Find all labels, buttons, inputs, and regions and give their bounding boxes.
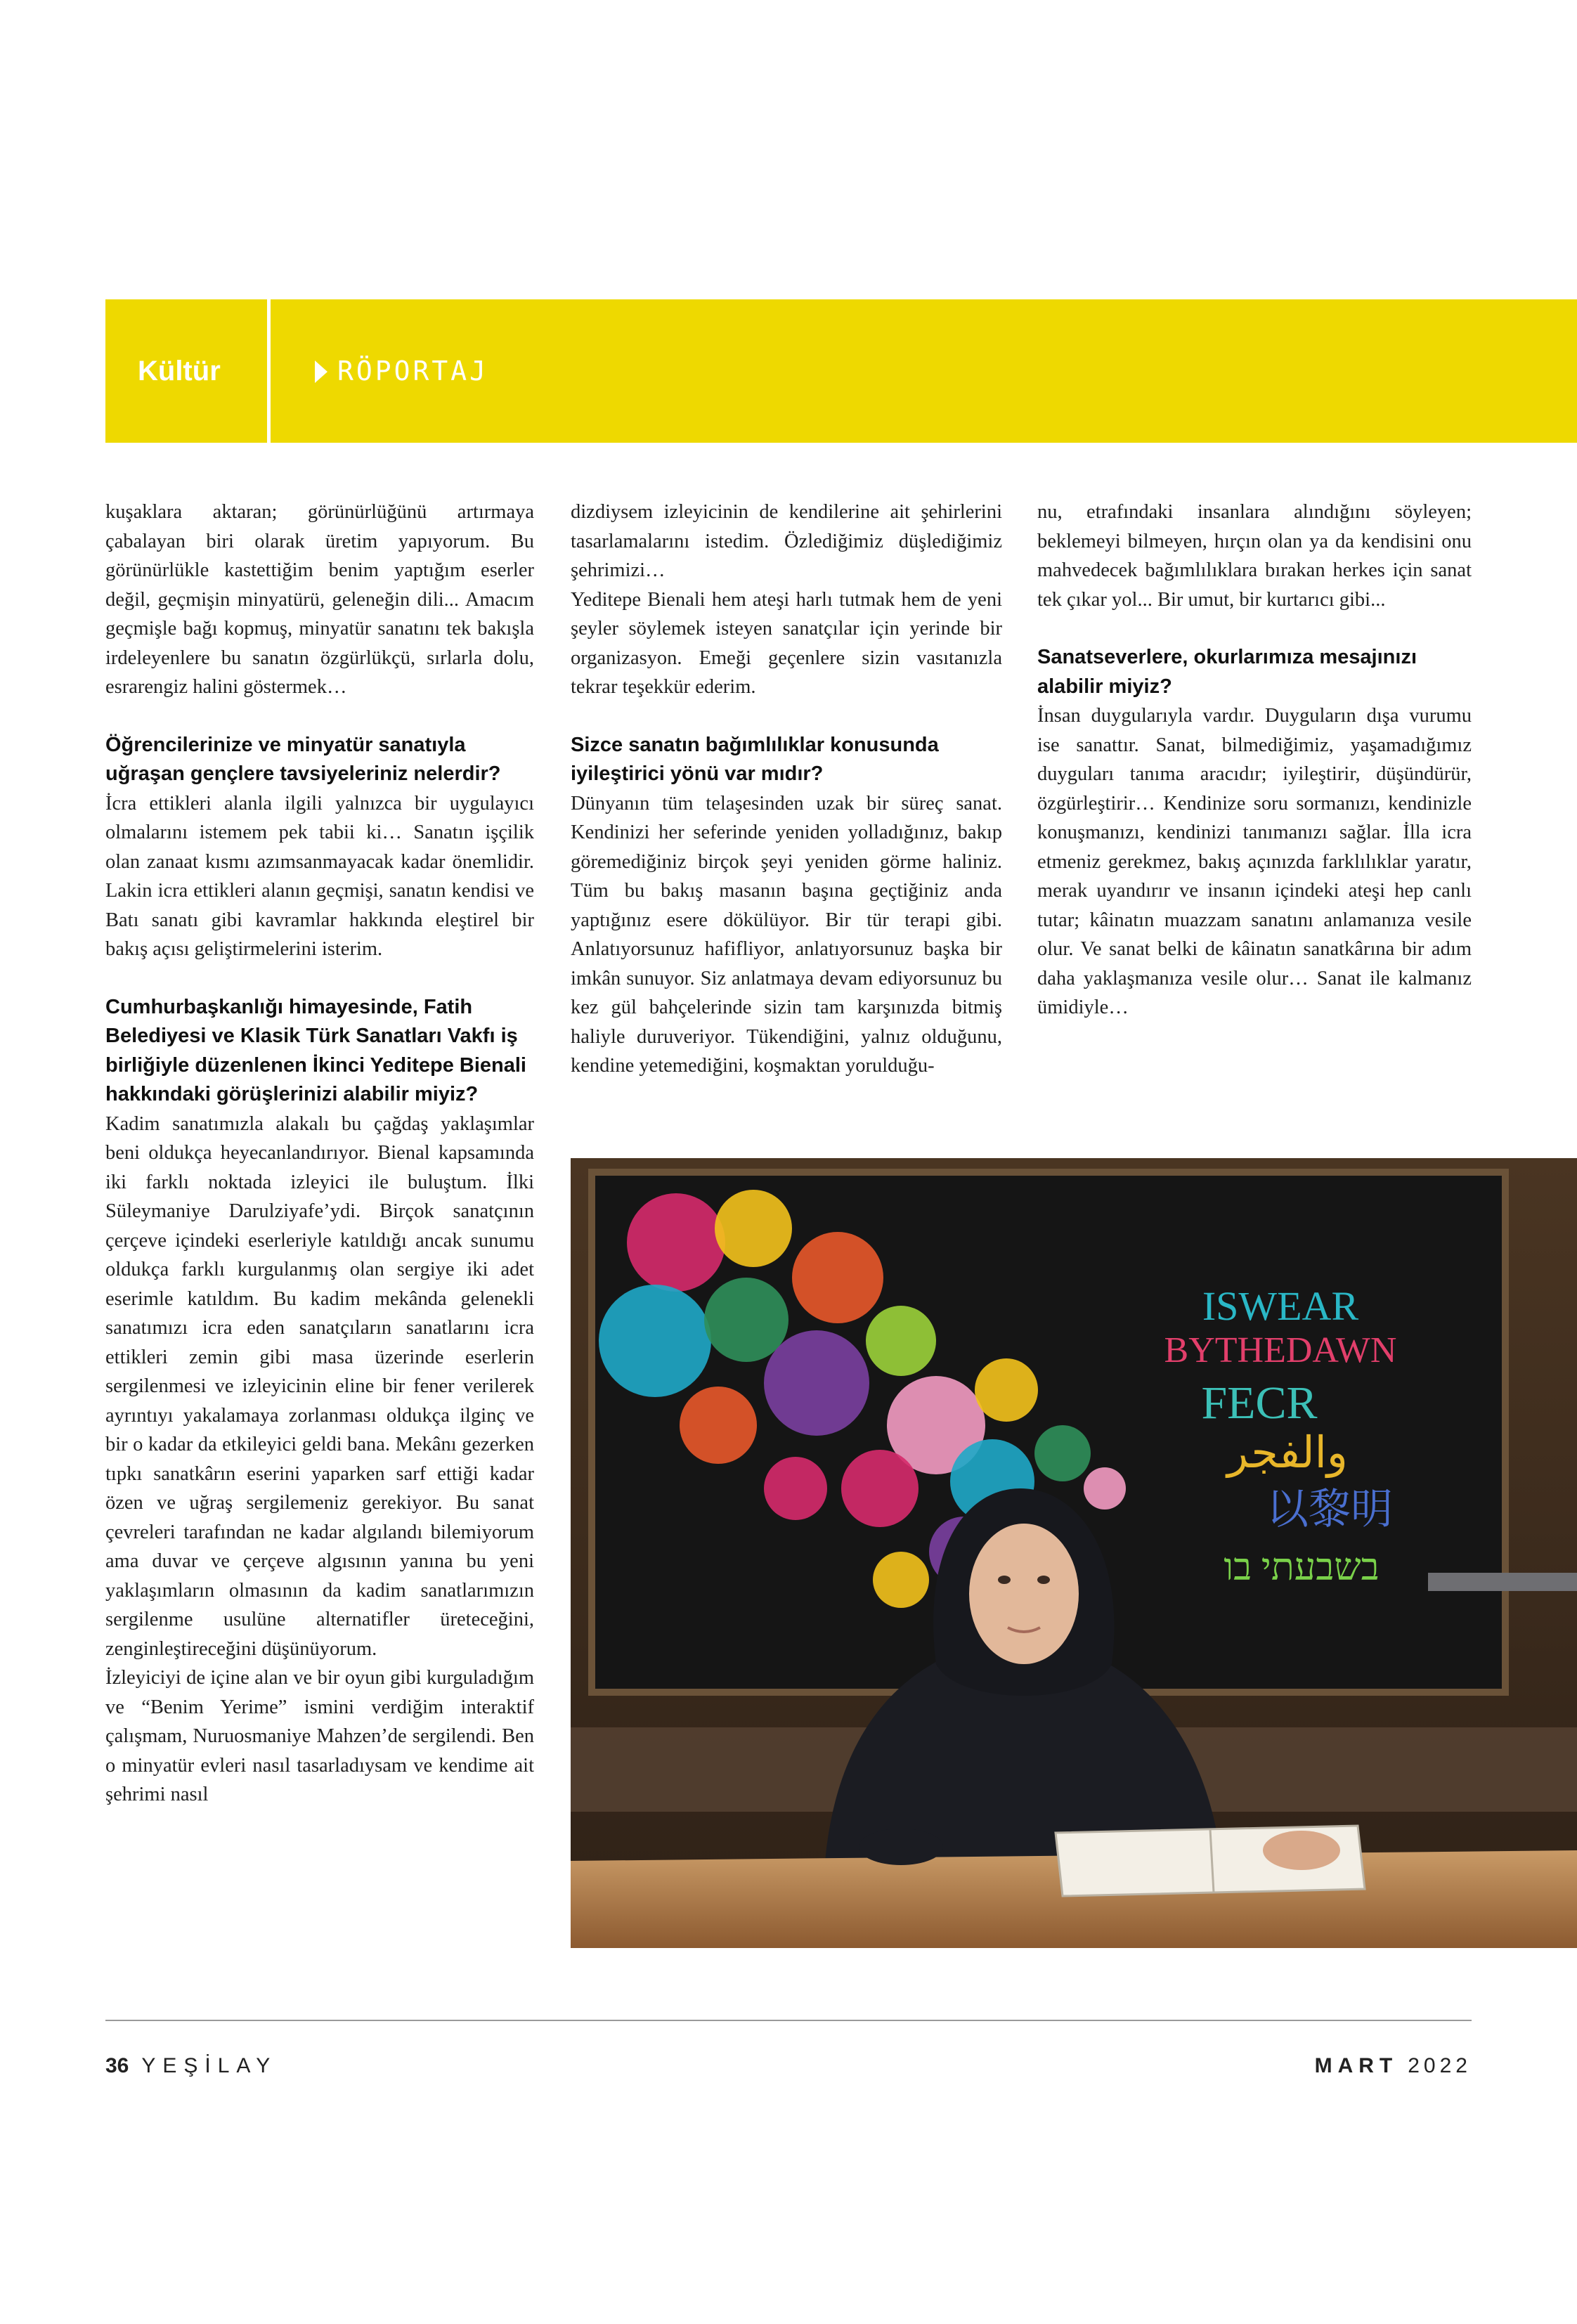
issue-year: 2022 xyxy=(1408,2054,1472,2077)
footer-left xyxy=(105,2052,277,2080)
hand xyxy=(1263,1831,1340,1870)
mural-circle xyxy=(975,1358,1038,1422)
face xyxy=(969,1524,1079,1664)
question-heading: Öğrencilerinize ve minyatür sanatıyla uğraşan gençlere tavsiyeleriniz nelerdir? xyxy=(105,733,501,785)
magazine-name: YEŞİLAY xyxy=(141,2054,278,2077)
section-title: Kültür xyxy=(138,356,221,387)
mural-line-1: ISWEAR xyxy=(1202,1283,1359,1329)
mural-line-5: 以黎明 xyxy=(1266,1486,1393,1533)
paragraph: dizdiysem izleyicinin de kendilerine ait şehirlerini tasarlamalarını istedim. Özlediğimiz düşlediğimiz şehrimizi… xyxy=(571,501,1002,581)
mural-circle xyxy=(764,1330,869,1436)
mural-circle xyxy=(1034,1425,1091,1481)
lamp xyxy=(1428,1573,1577,1591)
question-heading: Cumhurbaşkanlığı himayesinde, Fatih Belediyesi ve Klasik Türk Sanatları Vakfı iş birliğiyle düzenlenen İkinci Yeditepe Bienali hakkındaki görüşlerinizi alabilir miyiz? xyxy=(105,995,526,1105)
answer-paragraph: İnsan duygularıyla vardır. Duyguların dışa vurumu ise sanattır. Sanat, bilmediğimiz, yaşamadığımız duyguları tanıma aracıdır; iyileştirir, düşündürür, özgürleştirir… Kendinize soru sormanızı, kendinizle konuşmanızı, kendinizi tanımanızı sağlar. İlla icra etmeniz gerekmez, bakış açınızda farklılıklar yaratır, merak uyandırır ve insanın içindeki ateşi hep canlı tutar; kâinatın muazzam sanatını anlamanıza vesile olur. Ve sanat belki de kâinatın sanatkârına bir adım daha yaklaşmanıza vesile olur… Sanat ile kalmanız ümidiyle… xyxy=(1037,705,1472,1018)
mural-circle xyxy=(1084,1467,1126,1510)
mural-circle xyxy=(680,1387,757,1464)
mural-line-2: BYTHEDAWN xyxy=(1164,1330,1397,1370)
answer-paragraph: Kadim sanatımızla alakalı bu çağdaş yaklaşımlar beni oldukça heyecanlandırıyor. Bienal kapsamında iki farklı noktada izleyici ile buluştum. İlki Süleymaniye Darulziyafe’ydi. Birçok sanatçının çerçeve içindeki eserleriyle katıldığı ancak sunumu oldukça farklı kurgulanmış olan sergiye iki adet eserimle katıldım. Bu kadim mekânda gelenekli sanatımızı icra eden sanatçıların sanatlarını icra ettikleri zemin gibi masa üzerinde eserlerin sergilenmesi ve izleyicinin eline bir fener verilerek ayrıntıyı yakalamaya zorlanması oldukça ilginç ve bir o kadar da etkileyici geldi bana. Mekânı gezerken tıpkı sanatkârın eserini yaparken sarf ettiği kadar özen ve uğraş sergilemeniz gerekiyor. Bu sanat çevreleri tarafından ne kadar algılandı bilemiyorum ama duvar ve çerçeve algısının yanına bu yeni yaklaşımların olmasının da kadim sanatlarımızın sergilenme usulüne alternatifler üreteceğini, zenginleştireceğini düşünüyorum. xyxy=(105,1112,534,1660)
answer-paragraph: Dünyanın tüm telaşesinden uzak bir süreç sanat. Kendinizi her seferinde yeniden yolladığınız, bakıp göremediğiniz birçok şeyi yeniden görme haliniz. Tüm bu bakış masanın başına geçtiğiniz anda yaptığınız esere dökülüyor. Bir tür terapi gibi. Anlatıyorsunuz hafifliyor, anlatıyorsunuz başka bir imkân sunuyor. Siz anlatmaya devam ediyorsunuz bu kez gül bahçelerinde sizin tam karşınızda bitmiş haliyle duruveriyor. Tükendiğini, yalnız olduğunu, kendine yetemediğini, koşmaktan yorulduğu- xyxy=(571,792,1002,1077)
mural-circle xyxy=(599,1285,711,1397)
paragraph: kuşaklara aktaran; görünürlüğünü artırmaya çabalayan biri olarak üretim yapıyorum. Bu görünürlükle kastettiğim benim yaptığım eserler değil, geçmişin minyatürü, geleneğin dili... Amacım geçmişle bağı kopmuş, minyatür sanatını tek bakışla irdeleyenlere bu sanatın özgürlükçü, sırlarla dolu, esrarengiz halini göstermek… xyxy=(105,501,534,698)
play-arrow-icon xyxy=(315,361,327,383)
artist-portrait-photo xyxy=(571,1158,1577,1948)
question-heading: Sizce sanatın bağımlılıklar konusunda iyileştirici yönü var mıdır? xyxy=(571,733,939,785)
paragraph: Yeditepe Bienali hem ateşi harlı tutmak hem de yeni şeyler söylemek isteyen sanatçılar için yerinde bir organizasyon. Emeği geçenlere sizin vasıtanızla tekrar teşekkür ederim. xyxy=(571,588,1002,698)
mural-circle xyxy=(792,1232,883,1323)
answer-paragraph: İcra ettikleri alanla ilgili yalnızca bir uygulayıcı olmalarını istemem pek tabii ki… Sanatın işçilik olan zanaat kısmı azımsanmayacak kadar önemlidir. Lakin icra ettikleri alanın geçmişi, sanatın kendisi ve Batı sanatı gibi kavramlar hakkında eleştirel bir bakış açısı geliştirmelerini isterim. xyxy=(105,792,534,960)
footer-right xyxy=(1315,2052,1472,2080)
page-number: 36 xyxy=(105,2054,129,2077)
header-divider xyxy=(267,299,271,443)
mural-circle xyxy=(873,1552,929,1608)
mural-circle xyxy=(627,1193,725,1292)
mural-line-6: בשבעתי בו xyxy=(1224,1546,1380,1588)
arm xyxy=(859,1829,943,1865)
mural-circle xyxy=(704,1278,788,1362)
article-column-2 xyxy=(571,498,1002,1081)
mural-circle xyxy=(866,1306,936,1376)
footer-rule xyxy=(105,2020,1472,2021)
answer-paragraph: İzleyiciyi de içine alan ve bir oyun gibi kurguladığım ve “Benim Yerime” ismini verdiğim interaktif çalışmam, Nuruosmaniye Mahzen’de sergilendi. Ben o minyatür evleri nasıl tasarladıysam ve kendime ait şehrimi nasıl xyxy=(105,1667,534,1805)
mural-circle xyxy=(841,1450,919,1527)
question-heading: Sanatseverlere, okurlarımıza mesajınızı alabilir miyiz? xyxy=(1037,646,1417,698)
subsection-title: RÖPORTAJ xyxy=(337,356,489,387)
mural-line-3: FECR xyxy=(1201,1377,1318,1429)
paragraph: nu, etrafındaki insanlara alındığını söyleyen; beklemeyi bilmeyen, hırçın olan ya da kendisini onu mahvedecek bağımlılıklara bırakan herkes için sanat tek çıkar yol... Bir umut, bir kurtarıcı gibi... xyxy=(1037,501,1472,611)
mural-line-4: والفجر xyxy=(1227,1429,1348,1477)
mural-circle xyxy=(764,1457,827,1520)
article-column-1 xyxy=(105,498,534,1810)
mural-circle xyxy=(715,1190,792,1267)
issue-month: MART xyxy=(1314,2054,1398,2077)
article-column-3 xyxy=(1037,498,1472,1023)
